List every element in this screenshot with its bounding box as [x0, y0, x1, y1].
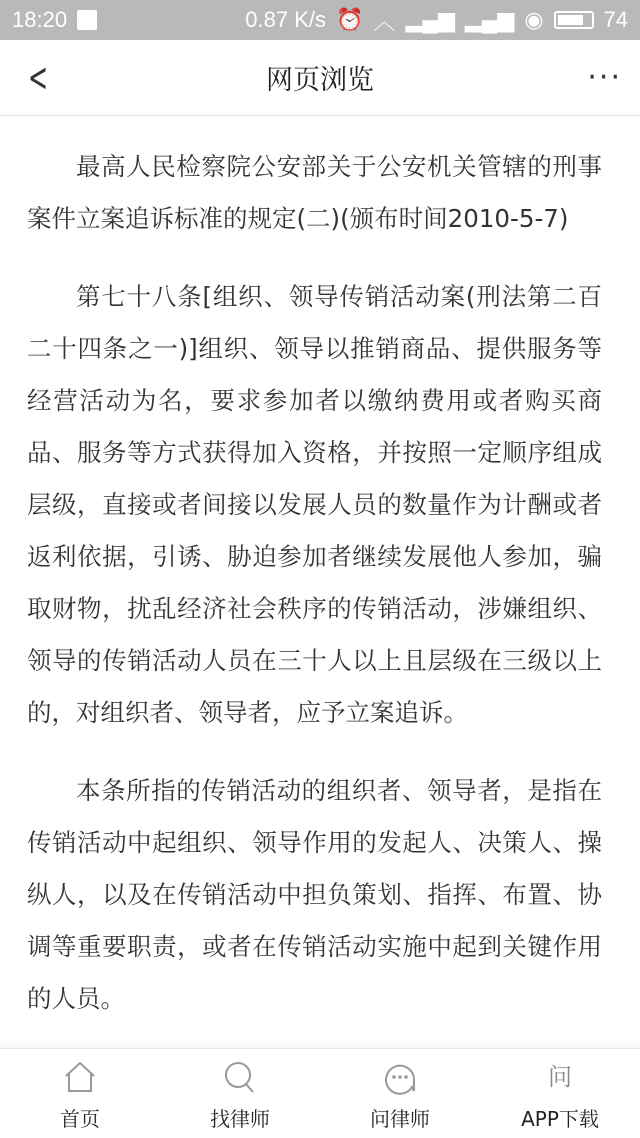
app-icon: 问	[548, 1063, 572, 1091]
qq-icon	[77, 10, 97, 30]
tab-label: APP下载	[521, 1107, 599, 1131]
article-paragraph: 本条所指的传销活动的组织者、领导者，是指在传销活动中起组织、领导作用的发起人、决策人、操纵人，以及在传销活动中担负策划、指挥、布置、协调等重要职责，或者在传销活动实施中起到关键作用的人员。	[27, 776, 602, 1013]
page-title: 网页浏览	[266, 65, 374, 96]
tab-home[interactable]	[0, 1049, 160, 1138]
tab-label: 问律师	[370, 1107, 430, 1131]
article-paragraph: 第七十八条[组织、领导传销活动案(刑法第二百二十四条之一)]组织、领导以推销商品、提供服务等经营活动为名，要求参加者以缴纳费用或者购买商品、服务等方式获得加入资格，并按照一定顺序组成层级，直接或者间接以发展人员的数量作为计酬或者返利依据，引诱、胁迫参加者继续发展他人参加，骗取财物，扰乱经济社会秩序的传销活动，涉嫌组织、领导的传销活动人员在三十人以上且层级在三级以上的，对组织者、领导者，应予立案追诉。	[27, 282, 602, 727]
back-icon[interactable]: <	[28, 54, 49, 101]
tab-find-lawyer[interactable]	[160, 1049, 320, 1138]
network-speed: 0.87 K/s	[245, 7, 327, 32]
wifi-icon: ︿	[373, 8, 396, 34]
more-icon[interactable]: ···	[587, 60, 622, 95]
hd-icon: ◉	[524, 7, 544, 32]
nav-bar	[0, 40, 640, 116]
signal-4g-icon: ▂▄▆	[464, 7, 515, 32]
alarm-icon: ⏰	[336, 7, 364, 32]
article-paragraph: 最高人民检察院公安部关于公安机关管辖的刑事案件立案追诉标准的规定(二)(颁布时间2010-5-7)	[27, 152, 602, 233]
bottom-tab-bar	[0, 1048, 640, 1138]
status-bar	[0, 0, 640, 40]
chat-icon	[382, 1059, 418, 1095]
clock: 18:20	[12, 7, 68, 32]
article-content	[0, 116, 640, 1025]
tab-label: 首页	[60, 1107, 100, 1131]
tab-ask-lawyer[interactable]	[320, 1049, 480, 1138]
signal-icon: ▂▄▆	[405, 7, 455, 32]
tab-app-download[interactable]	[480, 1049, 640, 1138]
battery-level: 74	[603, 7, 628, 32]
tab-label: 找律师	[210, 1107, 270, 1131]
search-icon	[222, 1059, 258, 1095]
home-icon	[62, 1059, 98, 1095]
battery-icon	[554, 11, 594, 29]
